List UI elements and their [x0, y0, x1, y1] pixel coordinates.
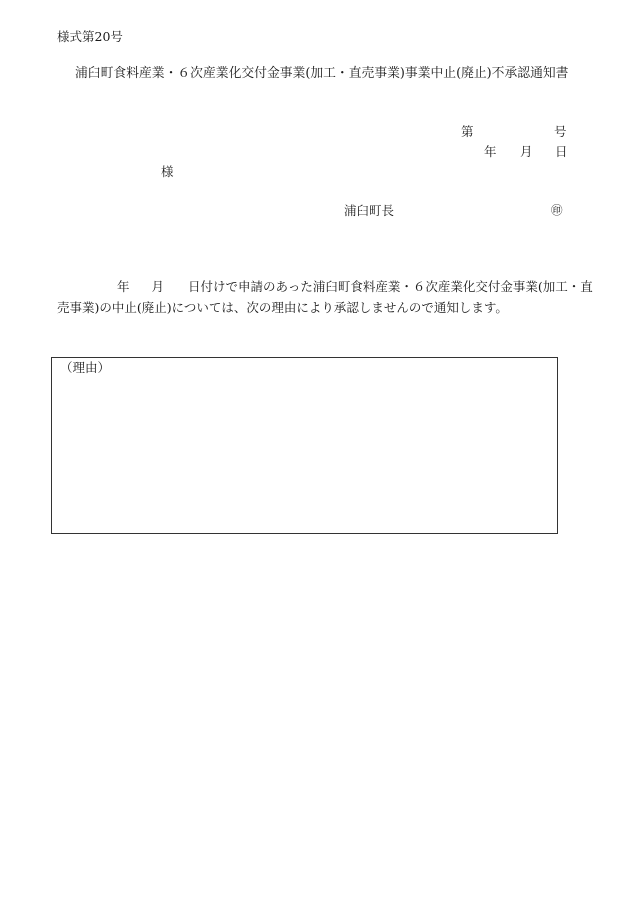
body-line-1-text: 日付けで申請のあった浦臼町食料産業・６次産業化交付金事業(加工・直 [188, 279, 593, 294]
issuer-name: 浦臼町長 [344, 203, 395, 218]
blank-space [130, 281, 152, 294]
body-month-label: 月 [151, 279, 165, 294]
blank-space [164, 281, 188, 294]
reason-label: （理由） [60, 360, 111, 375]
seal-mark: ㊞ [551, 203, 563, 217]
date-day-label: 日 [555, 144, 568, 159]
document-number-prefix: 第 [461, 124, 474, 139]
reason-box [51, 357, 558, 534]
document-number-suffix: 号 [554, 124, 567, 139]
form-number: 様式第20号 [57, 29, 123, 44]
body-text-line-2: 売事業)の中止(廃止)については、次の理由により承認しませんので通知します。 [57, 300, 508, 315]
body-year-label: 年 [117, 279, 130, 294]
blank-space [57, 281, 117, 294]
addressee-honorific: 様 [161, 164, 174, 179]
date-year-label: 年 [484, 144, 497, 159]
date-month-label: 月 [520, 144, 533, 159]
body-text-line-1 [57, 281, 593, 294]
document-title: 浦臼町食料産業・６次産業化交付金事業(加工・直売事業)事業中止(廃止)不承認通知書 [75, 66, 569, 81]
